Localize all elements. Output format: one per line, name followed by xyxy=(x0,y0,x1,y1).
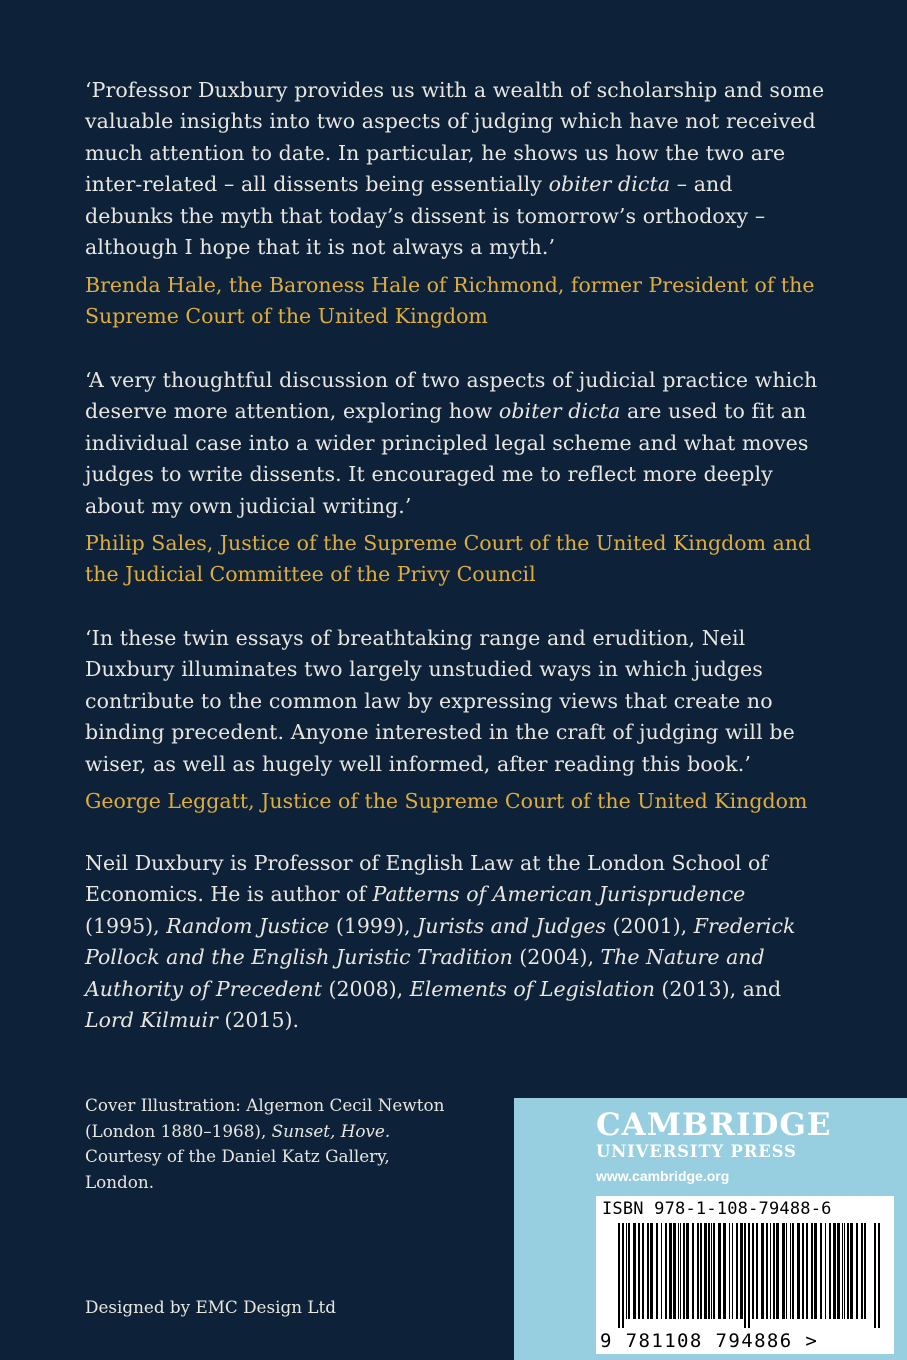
barcode-bar xyxy=(628,1223,630,1319)
barcode-bar xyxy=(766,1223,768,1319)
barcode-bar xyxy=(669,1223,672,1319)
barcode-bar xyxy=(736,1223,738,1319)
bio-run-13: Lord Kilmuir xyxy=(85,1008,218,1033)
barcode-bar xyxy=(650,1223,653,1319)
author-bio xyxy=(85,848,825,1036)
bio-run-14: (2015). xyxy=(217,1008,300,1033)
bio-run-12: (2013), and xyxy=(654,976,782,1001)
barcode-bars xyxy=(616,1223,882,1328)
quote-1-run-2: – and debunks the myth that today’s dissent is tomorrow’s orthodoxy – although I hope that it is not always a myth.’ xyxy=(85,172,766,260)
barcode-bar xyxy=(723,1223,726,1319)
barcode-digits: 9 781108 794886 > xyxy=(600,1330,819,1352)
barcode-bar xyxy=(718,1223,721,1319)
barcode-bar xyxy=(756,1223,758,1319)
bio-run-1: Patterns of American Jurisprudence xyxy=(372,882,746,907)
cover-credit-line-1: Cover Illustration: Algernon Cecil Newton xyxy=(85,1095,445,1115)
designer-credit: Designed by EMC Design Ltd xyxy=(85,1297,336,1317)
barcode-bar xyxy=(837,1223,840,1319)
barcode-bar xyxy=(683,1223,685,1319)
bio-run-10: (2008), xyxy=(321,976,410,1001)
barcode-bar xyxy=(825,1223,826,1319)
barcode-bar xyxy=(842,1223,843,1319)
barcode-bar xyxy=(626,1223,627,1319)
bio-run-8: (2004), xyxy=(512,945,601,970)
isbn-barcode xyxy=(596,1196,894,1354)
bio-run-2: (1995), xyxy=(85,913,167,938)
quote-1-attribution: Brenda Hale, the Baroness Hale of Richmond, former President of the Supreme Court of the United Kingdom xyxy=(85,273,815,329)
barcode-bar xyxy=(708,1223,710,1319)
barcode-bar xyxy=(874,1223,876,1328)
barcode-bar xyxy=(729,1223,730,1319)
cover-credit-line-2 xyxy=(85,1119,475,1145)
barcode-bar xyxy=(790,1223,791,1319)
quote-1 xyxy=(85,75,825,263)
cover-credit-line-3: Courtesy of the Daniel Katz Gallery, xyxy=(85,1146,390,1167)
barcode-bar xyxy=(844,1223,845,1319)
cover-credit-line-4: London. xyxy=(85,1172,155,1193)
barcode-bar xyxy=(647,1223,649,1319)
barcode-bar xyxy=(692,1223,694,1319)
barcode-bar xyxy=(665,1223,667,1319)
barcode-bar xyxy=(856,1223,858,1319)
barcode-bar xyxy=(713,1223,715,1319)
bio-run-5: Jurists and Judges xyxy=(417,913,606,938)
barcode-bar xyxy=(680,1223,681,1319)
bio-run-7: Frederick Pollock and the English Juristic Tradition xyxy=(85,913,796,970)
barcode-bar xyxy=(814,1223,817,1319)
quote-1-run-1: obiter dicta xyxy=(548,172,671,197)
barcode-bar xyxy=(770,1223,771,1319)
barcode-bar xyxy=(878,1223,880,1328)
barcode-bar xyxy=(811,1223,813,1319)
publisher-subtitle: UNIVERSITY PRESS xyxy=(596,1142,797,1161)
barcode-bar xyxy=(833,1223,836,1319)
quote-1-run-0: ‘Professor Duxbury provides us with a wealth of scholarship and some valuable insights into two aspects of judging which have not received much attention to date. In particular, he shows us how the two are inter-related – all dissents being essentially xyxy=(85,78,825,197)
barcode-bar xyxy=(661,1223,662,1319)
barcode-bar xyxy=(786,1223,787,1319)
isbn-label: ISBN 978-1-108-79488-6 xyxy=(602,1199,832,1219)
quote-3-run-0: ‘In these twin essays of breathtaking range and erudition, Neil Duxbury illuminates two largely unstudied ways in which judges contribute to the common law by expressing views that create no binding precedent. Anyone interested in the craft of judging will be wiser, as well as hugely well informed, after reading this book.’ xyxy=(85,626,795,776)
barcode-bar xyxy=(633,1223,636,1319)
barcode-bar xyxy=(678,1223,679,1319)
quote-2-run-0: ‘A very thoughtful discussion of two aspects of judicial practice which deserve more attention, exploring how xyxy=(85,368,818,424)
barcode-bar xyxy=(673,1223,676,1319)
publisher-name: CAMBRIDGE xyxy=(596,1107,832,1143)
barcode-bar xyxy=(773,1223,775,1319)
quote-2-text xyxy=(85,365,825,522)
barcode-bar xyxy=(744,1223,746,1328)
barcode-bar xyxy=(782,1223,785,1319)
barcode-bar xyxy=(820,1223,822,1319)
barcode-bar xyxy=(656,1223,658,1319)
barcode-bar xyxy=(864,1223,866,1319)
barcode-bar xyxy=(732,1223,733,1319)
barcode-bar xyxy=(642,1223,644,1319)
quote-2-attribution: Philip Sales, Justice of the Supreme Court of the United Kingdom and the Judicial Committee of the Privy Council xyxy=(85,531,812,587)
barcode-bar xyxy=(806,1223,808,1319)
cover-credit-title: Sunset, Hove. xyxy=(271,1120,391,1141)
barcode-bar xyxy=(861,1223,863,1319)
quote-2-run-2: are used to fit an individual case into a wider principled legal scheme and what moves judges to write dissents. It encouraged me to reflect more deeply about my own judicial writing.’ xyxy=(85,399,809,518)
bio-run-9: The Nature and Authority of Precedent xyxy=(85,945,765,1001)
barcode-bar xyxy=(847,1223,849,1319)
quote-2 xyxy=(85,365,825,522)
cover-credit xyxy=(85,1093,475,1196)
quote-2-run-1: obiter dicta xyxy=(498,399,621,424)
publisher-box xyxy=(514,1098,907,1360)
barcode-bar xyxy=(686,1223,689,1319)
barcode-bar xyxy=(700,1223,702,1319)
barcode-bar xyxy=(697,1223,699,1319)
barcode-bar xyxy=(748,1223,750,1328)
barcode-bar xyxy=(850,1223,853,1319)
barcode-bar xyxy=(776,1223,779,1319)
quote-1-text xyxy=(85,75,825,263)
publisher-url: www.cambridge.org xyxy=(596,1168,730,1184)
barcode-bar xyxy=(622,1223,624,1328)
barcode-bar xyxy=(792,1223,794,1319)
barcode-bar xyxy=(618,1223,620,1328)
barcode-bar xyxy=(802,1223,804,1319)
barcode-bar xyxy=(638,1223,640,1319)
quote-3-attribution: George Leggatt, Justice of the Supreme Court of the United Kingdom xyxy=(85,789,808,813)
bio-run-6: (2001), xyxy=(606,913,694,938)
barcode-bar xyxy=(752,1223,754,1319)
barcode-bar xyxy=(829,1223,831,1319)
barcode-bar xyxy=(704,1223,707,1319)
quote-3 xyxy=(85,623,825,780)
bio-run-0: Neil Duxbury is Professor of English Law at the London School of Economics. He is author of xyxy=(85,851,768,907)
quote-3-text xyxy=(85,623,825,780)
barcode-bar xyxy=(761,1223,764,1319)
cover-credit-dates: (London 1880–1968), xyxy=(85,1120,272,1141)
barcode-bar xyxy=(740,1223,743,1319)
barcode-bar xyxy=(797,1223,800,1319)
bio-run-11: Elements of Legislation xyxy=(409,976,655,1001)
barcode-bar xyxy=(711,1223,712,1319)
bio-run-3: Random Justice xyxy=(166,913,330,938)
bio-run-4: (1999), xyxy=(329,913,418,938)
